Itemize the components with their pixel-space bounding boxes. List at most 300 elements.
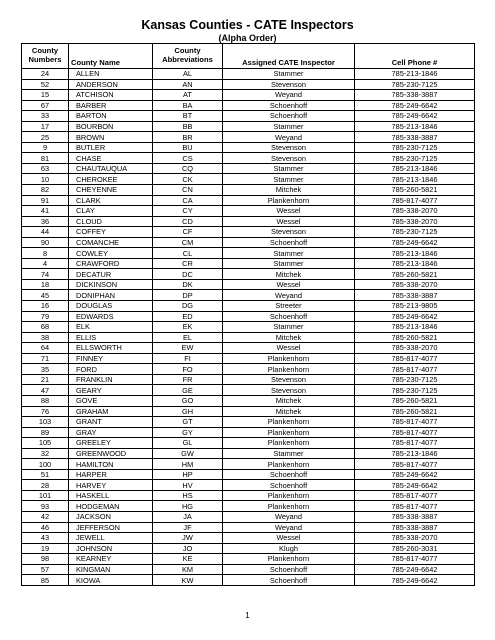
table-row: [22, 490, 475, 501]
county-name-cell: COWLEY: [69, 248, 153, 259]
county-abbreviation-cell: HP: [153, 469, 223, 480]
table-row: [22, 459, 475, 470]
table-row: [22, 290, 475, 301]
cell-phone-cell: 785-817-4077: [355, 353, 475, 364]
county-abbreviation-cell: KW: [153, 575, 223, 586]
county-number-cell: 32: [22, 448, 69, 459]
table-row: [22, 311, 475, 322]
county-name-cell: ATCHISON: [69, 90, 153, 101]
table-row: [22, 121, 475, 132]
county-number-cell: 68: [22, 322, 69, 333]
county-name-cell: CHEYENNE: [69, 185, 153, 196]
county-abbreviation-cell: KM: [153, 564, 223, 575]
inspector-cell: Stevenson: [223, 79, 355, 90]
inspector-table: [21, 43, 475, 586]
county-number-cell: 8: [22, 248, 69, 259]
county-name-cell: BOURBON: [69, 121, 153, 132]
county-number-cell: 91: [22, 195, 69, 206]
county-abbreviation-cell: BA: [153, 100, 223, 111]
cell-phone-cell: 785-213-1846: [355, 448, 475, 459]
county-name-cell: GREELEY: [69, 438, 153, 449]
cell-phone-cell: 785-338-3887: [355, 290, 475, 301]
county-name-cell: HARVEY: [69, 480, 153, 491]
table-row: [22, 206, 475, 217]
inspector-cell: Stammer: [223, 69, 355, 80]
inspector-cell: Wessel: [223, 343, 355, 354]
inspector-cell: Wessel: [223, 279, 355, 290]
county-number-cell: 93: [22, 501, 69, 512]
county-abbreviation-cell: CA: [153, 195, 223, 206]
county-number-cell: 17: [22, 121, 69, 132]
cell-phone-cell: 785-338-2070: [355, 343, 475, 354]
cell-phone-cell: 785-338-3887: [355, 511, 475, 522]
cell-phone-cell: 785-817-4077: [355, 364, 475, 375]
table-row: [22, 195, 475, 206]
inspector-cell: Plankenhorn: [223, 438, 355, 449]
county-name-cell: JEFFERSON: [69, 522, 153, 533]
county-name-cell: CLAY: [69, 206, 153, 217]
cell-phone-cell: 785-230-7125: [355, 227, 475, 238]
cell-phone-cell: 785-213-1846: [355, 69, 475, 80]
county-name-cell: GRAHAM: [69, 406, 153, 417]
county-name-cell: DONIPHAN: [69, 290, 153, 301]
county-abbreviation-cell: GL: [153, 438, 223, 449]
county-number-cell: 89: [22, 427, 69, 438]
table-row: [22, 438, 475, 449]
inspector-cell: Stevenson: [223, 227, 355, 238]
county-name-cell: DOUGLAS: [69, 301, 153, 312]
county-abbreviation-cell: BU: [153, 142, 223, 153]
cell-phone-cell: 785-338-2070: [355, 279, 475, 290]
county-abbreviation-cell: EL: [153, 332, 223, 343]
county-number-cell: 28: [22, 480, 69, 491]
inspector-cell: Stevenson: [223, 374, 355, 385]
county-number-cell: 79: [22, 311, 69, 322]
table-row: [22, 90, 475, 101]
table-row: [22, 533, 475, 544]
table-row: [22, 269, 475, 280]
county-name-cell: FRANKLIN: [69, 374, 153, 385]
inspector-cell: Plankenhorn: [223, 364, 355, 375]
table-row: [22, 374, 475, 385]
inspector-cell: Plankenhorn: [223, 459, 355, 470]
document-subtitle: (Alpha Order): [218, 33, 277, 43]
county-number-cell: 52: [22, 79, 69, 90]
inspector-cell: Mitchek: [223, 185, 355, 196]
county-number-cell: 103: [22, 417, 69, 428]
county-number-cell: 64: [22, 343, 69, 354]
county-abbreviation-cell: CR: [153, 258, 223, 269]
header-row: [22, 44, 475, 69]
county-abbreviation-cell: CK: [153, 174, 223, 185]
cell-phone-cell: 785-249-6642: [355, 311, 475, 322]
county-abbreviation-cell: GE: [153, 385, 223, 396]
county-abbreviation-cell: CM: [153, 237, 223, 248]
county-name-cell: BROWN: [69, 132, 153, 143]
header-cell-phone: Cell Phone #: [355, 44, 475, 69]
county-abbreviation-cell: HV: [153, 480, 223, 491]
inspector-cell: Wessel: [223, 216, 355, 227]
inspector-cell: Stammer: [223, 322, 355, 333]
inspector-cell: Schoenhoff: [223, 469, 355, 480]
page-number: 1: [245, 611, 250, 620]
cell-phone-cell: 785-260-5821: [355, 269, 475, 280]
cell-phone-cell: 785-817-4077: [355, 427, 475, 438]
cell-phone-cell: 785-213-1846: [355, 258, 475, 269]
table-row: [22, 174, 475, 185]
county-name-cell: ANDERSON: [69, 79, 153, 90]
county-name-cell: KINGMAN: [69, 564, 153, 575]
county-name-cell: CLOUD: [69, 216, 153, 227]
cell-phone-cell: 785-260-5821: [355, 185, 475, 196]
county-name-cell: DICKINSON: [69, 279, 153, 290]
table-row: [22, 364, 475, 375]
inspector-cell: Stammer: [223, 121, 355, 132]
inspector-cell: Wessel: [223, 206, 355, 217]
county-abbreviation-cell: DK: [153, 279, 223, 290]
inspector-cell: Wessel: [223, 533, 355, 544]
table-row: [22, 142, 475, 153]
table-row: [22, 501, 475, 512]
county-number-cell: 88: [22, 395, 69, 406]
cell-phone-cell: 785-260-5821: [355, 395, 475, 406]
inspector-cell: Weyand: [223, 511, 355, 522]
county-number-cell: 101: [22, 490, 69, 501]
county-abbreviation-cell: BT: [153, 111, 223, 122]
header-county-numbers: County Numbers: [22, 44, 69, 69]
county-name-cell: FORD: [69, 364, 153, 375]
table-row: [22, 100, 475, 111]
table-row: [22, 132, 475, 143]
county-name-cell: GEARY: [69, 385, 153, 396]
county-number-cell: 71: [22, 353, 69, 364]
county-name-cell: EDWARDS: [69, 311, 153, 322]
header-assigned-inspector: Assigned CATE Inspector: [223, 44, 355, 69]
county-name-cell: CRAWFORD: [69, 258, 153, 269]
inspector-cell: Stammer: [223, 163, 355, 174]
county-abbreviation-cell: JW: [153, 533, 223, 544]
inspector-cell: Schoenhoff: [223, 575, 355, 586]
county-abbreviation-cell: JF: [153, 522, 223, 533]
table-row: [22, 185, 475, 196]
cell-phone-cell: 785-213-9805: [355, 301, 475, 312]
county-abbreviation-cell: FI: [153, 353, 223, 364]
table-row: [22, 575, 475, 586]
cell-phone-cell: 785-213-1846: [355, 121, 475, 132]
inspector-cell: Plankenhorn: [223, 490, 355, 501]
county-abbreviation-cell: EW: [153, 343, 223, 354]
table-row: [22, 522, 475, 533]
table-row: [22, 332, 475, 343]
inspector-cell: Weyand: [223, 132, 355, 143]
county-abbreviation-cell: FR: [153, 374, 223, 385]
header-county-name: County Name: [69, 44, 153, 69]
inspector-cell: Schoenhoff: [223, 100, 355, 111]
county-name-cell: ALLEN: [69, 69, 153, 80]
table-row: [22, 237, 475, 248]
cell-phone-cell: 785-249-6642: [355, 564, 475, 575]
county-number-cell: 19: [22, 543, 69, 554]
cell-phone-cell: 785-230-7125: [355, 153, 475, 164]
county-name-cell: KIOWA: [69, 575, 153, 586]
cell-phone-cell: 785-230-7125: [355, 79, 475, 90]
cell-phone-cell: 785-230-7125: [355, 142, 475, 153]
county-name-cell: JEWELL: [69, 533, 153, 544]
county-number-cell: 63: [22, 163, 69, 174]
inspector-cell: Mitchek: [223, 406, 355, 417]
county-name-cell: JACKSON: [69, 511, 153, 522]
table-row: [22, 301, 475, 312]
cell-phone-cell: 785-260-3031: [355, 543, 475, 554]
county-number-cell: 4: [22, 258, 69, 269]
inspector-cell: Stammer: [223, 258, 355, 269]
county-abbreviation-cell: CY: [153, 206, 223, 217]
cell-phone-cell: 785-817-4077: [355, 501, 475, 512]
inspector-cell: Plankenhorn: [223, 353, 355, 364]
cell-phone-cell: 785-249-6642: [355, 480, 475, 491]
cell-phone-cell: 785-817-4077: [355, 459, 475, 470]
cell-phone-cell: 785-260-5821: [355, 406, 475, 417]
county-name-cell: KEARNEY: [69, 554, 153, 565]
table-row: [22, 417, 475, 428]
county-number-cell: 21: [22, 374, 69, 385]
inspector-cell: Klugh: [223, 543, 355, 554]
county-name-cell: BUTLER: [69, 142, 153, 153]
cell-phone-cell: 785-260-5821: [355, 332, 475, 343]
cell-phone-cell: 785-230-7125: [355, 374, 475, 385]
county-abbreviation-cell: CQ: [153, 163, 223, 174]
inspector-cell: Weyand: [223, 290, 355, 301]
county-abbreviation-cell: CF: [153, 227, 223, 238]
table-row: [22, 216, 475, 227]
county-number-cell: 90: [22, 237, 69, 248]
county-number-cell: 82: [22, 185, 69, 196]
county-number-cell: 10: [22, 174, 69, 185]
table-row: [22, 279, 475, 290]
table-row: [22, 554, 475, 565]
inspector-cell: Plankenhorn: [223, 501, 355, 512]
county-abbreviation-cell: GW: [153, 448, 223, 459]
county-number-cell: 45: [22, 290, 69, 301]
county-name-cell: CLARK: [69, 195, 153, 206]
county-name-cell: BARTON: [69, 111, 153, 122]
county-abbreviation-cell: GY: [153, 427, 223, 438]
inspector-cell: Schoenhoff: [223, 480, 355, 491]
inspector-cell: Plankenhorn: [223, 417, 355, 428]
table-row: [22, 469, 475, 480]
county-abbreviation-cell: CN: [153, 185, 223, 196]
inspector-cell: Plankenhorn: [223, 427, 355, 438]
inspector-cell: Mitchek: [223, 269, 355, 280]
inspector-cell: Stevenson: [223, 385, 355, 396]
inspector-cell: Mitchek: [223, 332, 355, 343]
county-abbreviation-cell: BB: [153, 121, 223, 132]
inspector-cell: Mitchek: [223, 395, 355, 406]
cell-phone-cell: 785-213-1846: [355, 163, 475, 174]
county-number-cell: 74: [22, 269, 69, 280]
table-row: [22, 227, 475, 238]
table-row: [22, 79, 475, 90]
inspector-cell: Stammer: [223, 174, 355, 185]
cell-phone-cell: 785-338-3887: [355, 132, 475, 143]
table-row: [22, 395, 475, 406]
inspector-cell: Stammer: [223, 448, 355, 459]
cell-phone-cell: 785-817-4077: [355, 195, 475, 206]
county-number-cell: 16: [22, 301, 69, 312]
county-number-cell: 18: [22, 279, 69, 290]
table-row: [22, 511, 475, 522]
cell-phone-cell: 785-213-1846: [355, 174, 475, 185]
inspector-cell: Schoenhoff: [223, 564, 355, 575]
county-name-cell: GRANT: [69, 417, 153, 428]
county-name-cell: DECATUR: [69, 269, 153, 280]
county-abbreviation-cell: BR: [153, 132, 223, 143]
table-row: [22, 448, 475, 459]
county-abbreviation-cell: GT: [153, 417, 223, 428]
cell-phone-cell: 785-338-3887: [355, 522, 475, 533]
inspector-cell: Weyand: [223, 522, 355, 533]
county-abbreviation-cell: GH: [153, 406, 223, 417]
county-number-cell: 98: [22, 554, 69, 565]
county-abbreviation-cell: HS: [153, 490, 223, 501]
cell-phone-cell: 785-338-2070: [355, 533, 475, 544]
county-number-cell: 46: [22, 522, 69, 533]
county-number-cell: 9: [22, 142, 69, 153]
cell-phone-cell: 785-249-6642: [355, 469, 475, 480]
table-row: [22, 385, 475, 396]
table-row: [22, 258, 475, 269]
county-abbreviation-cell: JA: [153, 511, 223, 522]
document-title: Kansas Counties - CATE Inspectors: [141, 18, 354, 32]
county-name-cell: FINNEY: [69, 353, 153, 364]
county-name-cell: HAMILTON: [69, 459, 153, 470]
county-abbreviation-cell: CL: [153, 248, 223, 259]
county-abbreviation-cell: CS: [153, 153, 223, 164]
county-name-cell: HARPER: [69, 469, 153, 480]
inspector-cell: Plankenhorn: [223, 195, 355, 206]
inspector-cell: Schoenhoff: [223, 111, 355, 122]
inspector-cell: Schoenhoff: [223, 237, 355, 248]
cell-phone-cell: 785-249-6642: [355, 575, 475, 586]
cell-phone-cell: 785-249-6642: [355, 111, 475, 122]
cell-phone-cell: 785-338-2070: [355, 216, 475, 227]
county-abbreviation-cell: KE: [153, 554, 223, 565]
county-abbreviation-cell: FO: [153, 364, 223, 375]
cell-phone-cell: 785-213-1846: [355, 322, 475, 333]
table-row: [22, 427, 475, 438]
county-name-cell: BARBER: [69, 100, 153, 111]
table-row: [22, 322, 475, 333]
inspector-cell: Stammer: [223, 248, 355, 259]
county-name-cell: JOHNSON: [69, 543, 153, 554]
county-abbreviation-cell: AT: [153, 90, 223, 101]
county-abbreviation-cell: GO: [153, 395, 223, 406]
table-row: [22, 543, 475, 554]
county-name-cell: COFFEY: [69, 227, 153, 238]
county-name-cell: ELK: [69, 322, 153, 333]
county-name-cell: COMANCHE: [69, 237, 153, 248]
county-number-cell: 41: [22, 206, 69, 217]
cell-phone-cell: 785-817-4077: [355, 417, 475, 428]
county-number-cell: 35: [22, 364, 69, 375]
county-number-cell: 81: [22, 153, 69, 164]
table-row: [22, 111, 475, 122]
table-row: [22, 564, 475, 575]
county-abbreviation-cell: JO: [153, 543, 223, 554]
county-abbreviation-cell: EK: [153, 322, 223, 333]
county-number-cell: 105: [22, 438, 69, 449]
county-number-cell: 25: [22, 132, 69, 143]
county-name-cell: HASKELL: [69, 490, 153, 501]
county-number-cell: 24: [22, 69, 69, 80]
county-name-cell: GREENWOOD: [69, 448, 153, 459]
county-number-cell: 33: [22, 111, 69, 122]
table-row: [22, 69, 475, 80]
inspector-cell: Stevenson: [223, 142, 355, 153]
county-number-cell: 51: [22, 469, 69, 480]
cell-phone-cell: 785-817-4077: [355, 554, 475, 565]
county-abbreviation-cell: CD: [153, 216, 223, 227]
cell-phone-cell: 785-213-1846: [355, 248, 475, 259]
county-number-cell: 100: [22, 459, 69, 470]
county-abbreviation-cell: ED: [153, 311, 223, 322]
county-number-cell: 67: [22, 100, 69, 111]
cell-phone-cell: 785-817-4077: [355, 438, 475, 449]
table-row: [22, 480, 475, 491]
county-name-cell: HODGEMAN: [69, 501, 153, 512]
inspector-cell: Schoenhoff: [223, 311, 355, 322]
county-number-cell: 57: [22, 564, 69, 575]
county-number-cell: 47: [22, 385, 69, 396]
cell-phone-cell: 785-230-7125: [355, 385, 475, 396]
table-row: [22, 153, 475, 164]
county-name-cell: CHASE: [69, 153, 153, 164]
table-row: [22, 163, 475, 174]
county-number-cell: 76: [22, 406, 69, 417]
county-name-cell: CHEROKEE: [69, 174, 153, 185]
county-name-cell: CHAUTAUQUA: [69, 163, 153, 174]
county-name-cell: ELLIS: [69, 332, 153, 343]
county-number-cell: 38: [22, 332, 69, 343]
county-abbreviation-cell: HG: [153, 501, 223, 512]
county-number-cell: 85: [22, 575, 69, 586]
inspector-cell: Plankenhorn: [223, 554, 355, 565]
inspector-cell: Streeter: [223, 301, 355, 312]
county-number-cell: 43: [22, 533, 69, 544]
county-abbreviation-cell: DG: [153, 301, 223, 312]
inspector-cell: Weyand: [223, 90, 355, 101]
county-number-cell: 42: [22, 511, 69, 522]
cell-phone-cell: 785-249-6642: [355, 100, 475, 111]
county-abbreviation-cell: HM: [153, 459, 223, 470]
table-row: [22, 248, 475, 259]
inspector-cell: Stevenson: [223, 153, 355, 164]
county-abbreviation-cell: AN: [153, 79, 223, 90]
cell-phone-cell: 785-817-4077: [355, 490, 475, 501]
table-row: [22, 353, 475, 364]
table-row: [22, 406, 475, 417]
cell-phone-cell: 785-338-3887: [355, 90, 475, 101]
county-number-cell: 44: [22, 227, 69, 238]
county-name-cell: ELLSWORTH: [69, 343, 153, 354]
table-row: [22, 343, 475, 354]
county-name-cell: GRAY: [69, 427, 153, 438]
county-abbreviation-cell: DP: [153, 290, 223, 301]
county-name-cell: GOVE: [69, 395, 153, 406]
county-number-cell: 36: [22, 216, 69, 227]
county-abbreviation-cell: AL: [153, 69, 223, 80]
table-body: [22, 69, 475, 586]
